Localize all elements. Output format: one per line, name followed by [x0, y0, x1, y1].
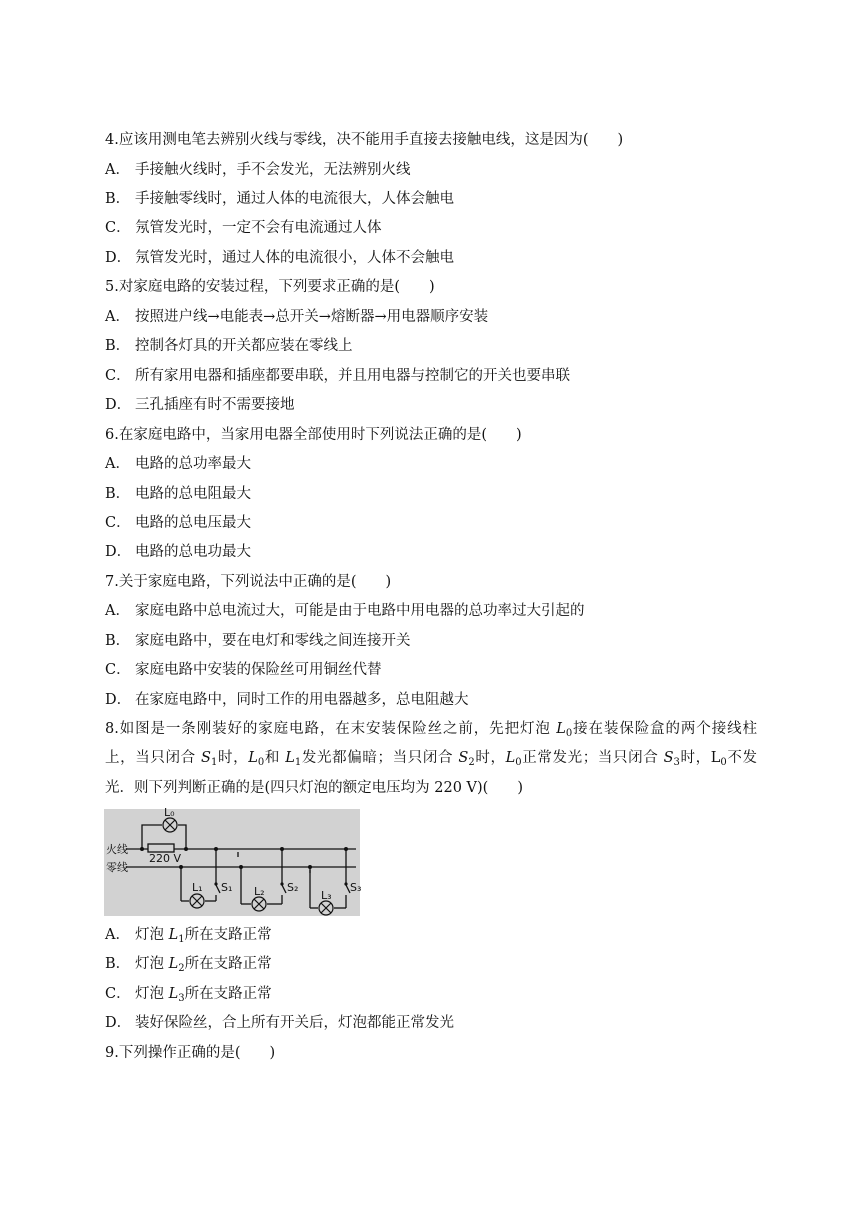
q5-option-d: D． 三孔插座有时不需要接地 [105, 397, 295, 413]
q6-option-d: D． 电路的总电功最大 [105, 544, 251, 560]
lamp-l2-icon [252, 897, 266, 911]
q7-option-b: B． 家庭电路中，要在电灯和零线之间连接开关 [105, 633, 411, 649]
neutral-wire-label: 零线 [106, 861, 128, 874]
circuit-svg [104, 806, 362, 916]
q6-option-b: B． 电路的总电阻最大 [105, 486, 251, 502]
q4-option-a: A． 手接触火线时，手不会发光，无法辨别火线 [105, 162, 411, 178]
lamp-l1-label: L₁ [192, 881, 203, 894]
l0-wire-right [178, 825, 186, 849]
lamp-l1-icon [190, 894, 204, 908]
q8-stem-line-1: 8.如图是一条刚装好的家庭电路，在末安装保险丝之前，先把灯泡 $L_0$接在装保险盒的两个接线柱 [105, 721, 757, 739]
fuse-box [148, 844, 174, 852]
q8-stem-line-3: 光．则下列判断正确的是(四只灯泡的额定电压均为 220 V)( ) [105, 780, 523, 796]
switch-s3-label: S₃ [350, 881, 362, 894]
switch-s2-label: S₂ [287, 881, 299, 894]
q4-stem: 4.应该用测电笔去辨别火线与零线，决不能用手直接去接触电线，这是因为( ) [105, 132, 624, 148]
q6-option-a: A． 电路的总功率最大 [105, 456, 251, 472]
fuse-voltage-label: 220 V [149, 852, 182, 865]
lamp-l3-icon [319, 901, 333, 915]
q4-option-d: D． 氖管发光时，通过人体的电流很小，人体不会触电 [105, 250, 454, 266]
q8-stem-line-2: 上，当只闭合 $S_1$时，$L_0$和 $L_1$发光都偏暗；当只闭合 $S_2$时，$L_0$正常发光；当只闭合 $S_3$时，$L_0$不发 [105, 750, 758, 768]
q5-option-c: C． 所有家用电器和插座都要串联，并且用电器与控制它的开关也要串联 [105, 368, 570, 384]
lamp-l0-icon [163, 818, 177, 832]
q7-option-a: A． 家庭电路中总电流过大，可能是由于电路中用电器的总功率过大引起的 [105, 603, 585, 619]
q5-option-b: B． 控制各灯具的开关都应装在零线上 [105, 338, 353, 354]
q6-option-c: C． 电路的总电压最大 [105, 515, 251, 531]
switch-s1-label: S₁ [221, 881, 233, 894]
q7-option-d: D． 在家庭电路中，同时工作的用电器越多，总电阻越大 [105, 692, 469, 708]
q4-option-b: B． 手接触零线时，通过人体的电流很大，人体会触电 [105, 191, 454, 207]
lamp-l0-label: L₀ [164, 806, 175, 819]
q7-stem: 7.关于家庭电路，下列说法中正确的是( ) [105, 574, 392, 590]
q6-stem: 6.在家庭电路中，当家用电器全部使用时下列说法正确的是( ) [105, 427, 522, 443]
q8-option-c: C． 灯泡 $L_3$所在支路正常 [105, 986, 272, 1004]
q4-option-c: C． 氖管发光时，一定不会有电流通过人体 [105, 220, 382, 236]
q7-option-c: C． 家庭电路中安装的保险丝可用铜丝代替 [105, 662, 382, 678]
q8-option-d: D． 装好保险丝，合上所有开关后，灯泡都能正常发光 [105, 1015, 454, 1031]
lamp-l2-label: L₂ [254, 885, 265, 898]
q5-option-a: A． 按照进户线→电能表→总开关→熔断器→用电器顺序安装 [105, 309, 489, 325]
q8-option-a: A． 灯泡 $L_1$所在支路正常 [105, 927, 272, 945]
live-wire-label: 火线 [106, 843, 128, 856]
circuit-diagram [104, 806, 362, 916]
q9-stem: 9.下列操作正确的是( ) [105, 1045, 276, 1061]
q8-option-b: B． 灯泡 $L_2$所在支路正常 [105, 956, 272, 974]
lamp-l3-label: L₃ [321, 889, 332, 902]
q5-stem: 5.对家庭电路的安装过程，下列要求正确的是( ) [105, 279, 435, 295]
